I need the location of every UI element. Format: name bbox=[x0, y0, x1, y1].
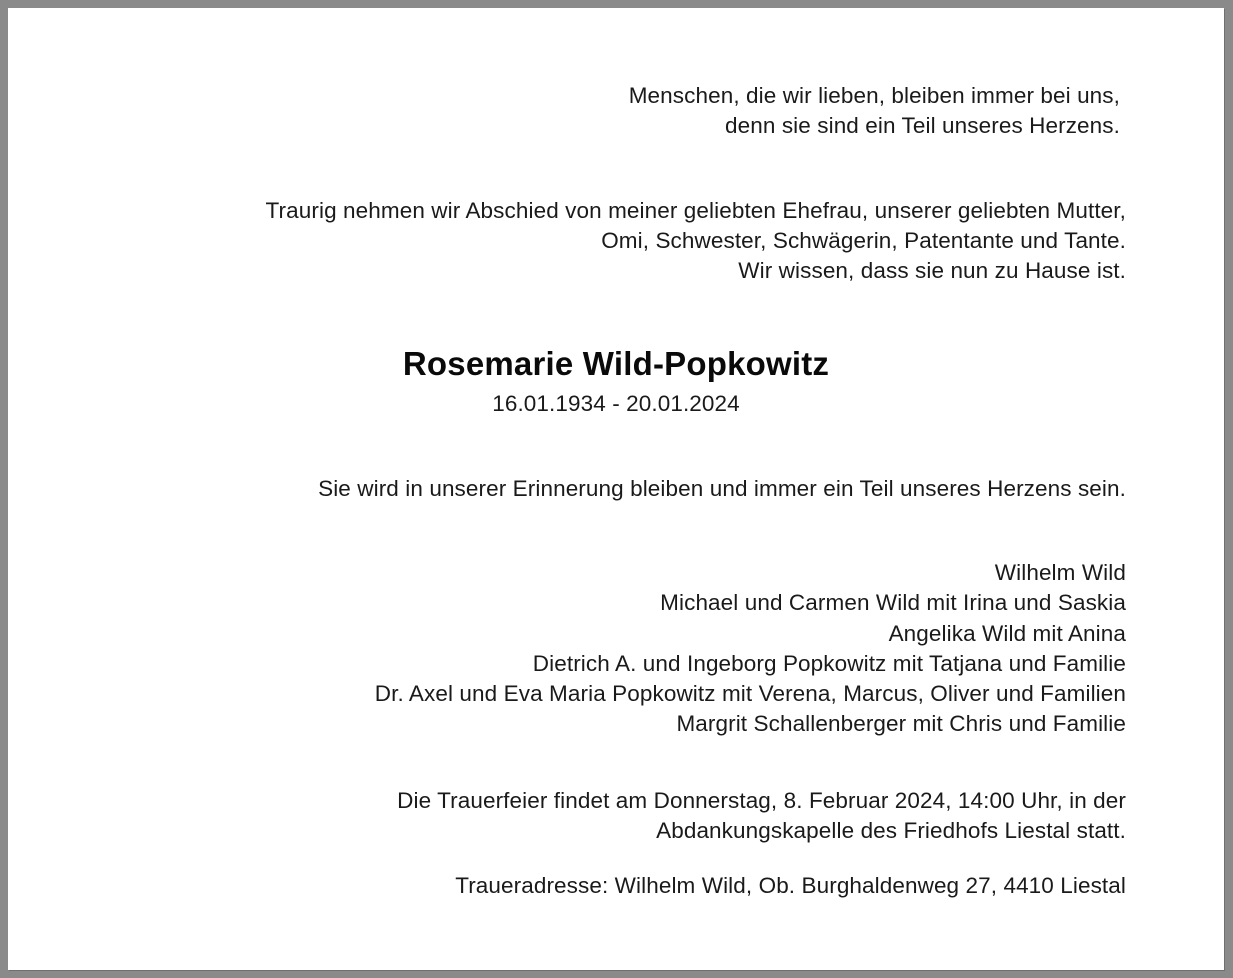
mourner-line: Wilhelm Wild bbox=[994, 560, 1126, 585]
memory-statement: Sie wird in unserer Erinnerung bleiben und immer ein Teil unseres Herzens sein. bbox=[318, 476, 1126, 501]
ceremony-line-2: Abdankungskapelle des Friedhofs Liestal statt. bbox=[656, 818, 1126, 843]
mourner-line: Dietrich A. und Ingeborg Popkowitz mit Tatjana und Familie bbox=[532, 651, 1126, 676]
intro-line-1: Traurig nehmen wir Abschied von meiner geliebten Ehefrau, unserer geliebten Mutter, bbox=[265, 198, 1126, 223]
mourner-line: Margrit Schallenberger mit Chris und Familie bbox=[676, 711, 1126, 736]
intro-line-3: Wir wissen, dass sie nun zu Hause ist. bbox=[738, 258, 1126, 283]
life-dates: 16.01.1934 - 20.01.2024 bbox=[492, 391, 740, 416]
mourning-address: Traueradresse: Wilhelm Wild, Ob. Burghaldenweg 27, 4410 Liestal bbox=[455, 873, 1126, 898]
mourner-line: Angelika Wild mit Anina bbox=[888, 621, 1126, 646]
mourner-line: Michael und Carmen Wild mit Irina und Saskia bbox=[660, 590, 1126, 615]
ceremony-line-1: Die Trauerfeier findet am Donnerstag, 8. Februar 2024, 14:00 Uhr, in der bbox=[397, 788, 1126, 813]
motto-line-1: Menschen, die wir lieben, bleiben immer bei uns, bbox=[628, 83, 1120, 108]
mourner-line: Dr. Axel und Eva Maria Popkowitz mit Verena, Marcus, Oliver und Familien bbox=[374, 681, 1126, 706]
motto-line-2: denn sie sind ein Teil unseres Herzens. bbox=[725, 113, 1120, 138]
intro-line-2: Omi, Schwester, Schwägerin, Patentante und Tante. bbox=[601, 228, 1126, 253]
window-frame bbox=[0, 0, 1233, 8]
obituary-page bbox=[8, 8, 1224, 970]
deceased-name: Rosemarie Wild-Popkowitz bbox=[402, 345, 830, 382]
